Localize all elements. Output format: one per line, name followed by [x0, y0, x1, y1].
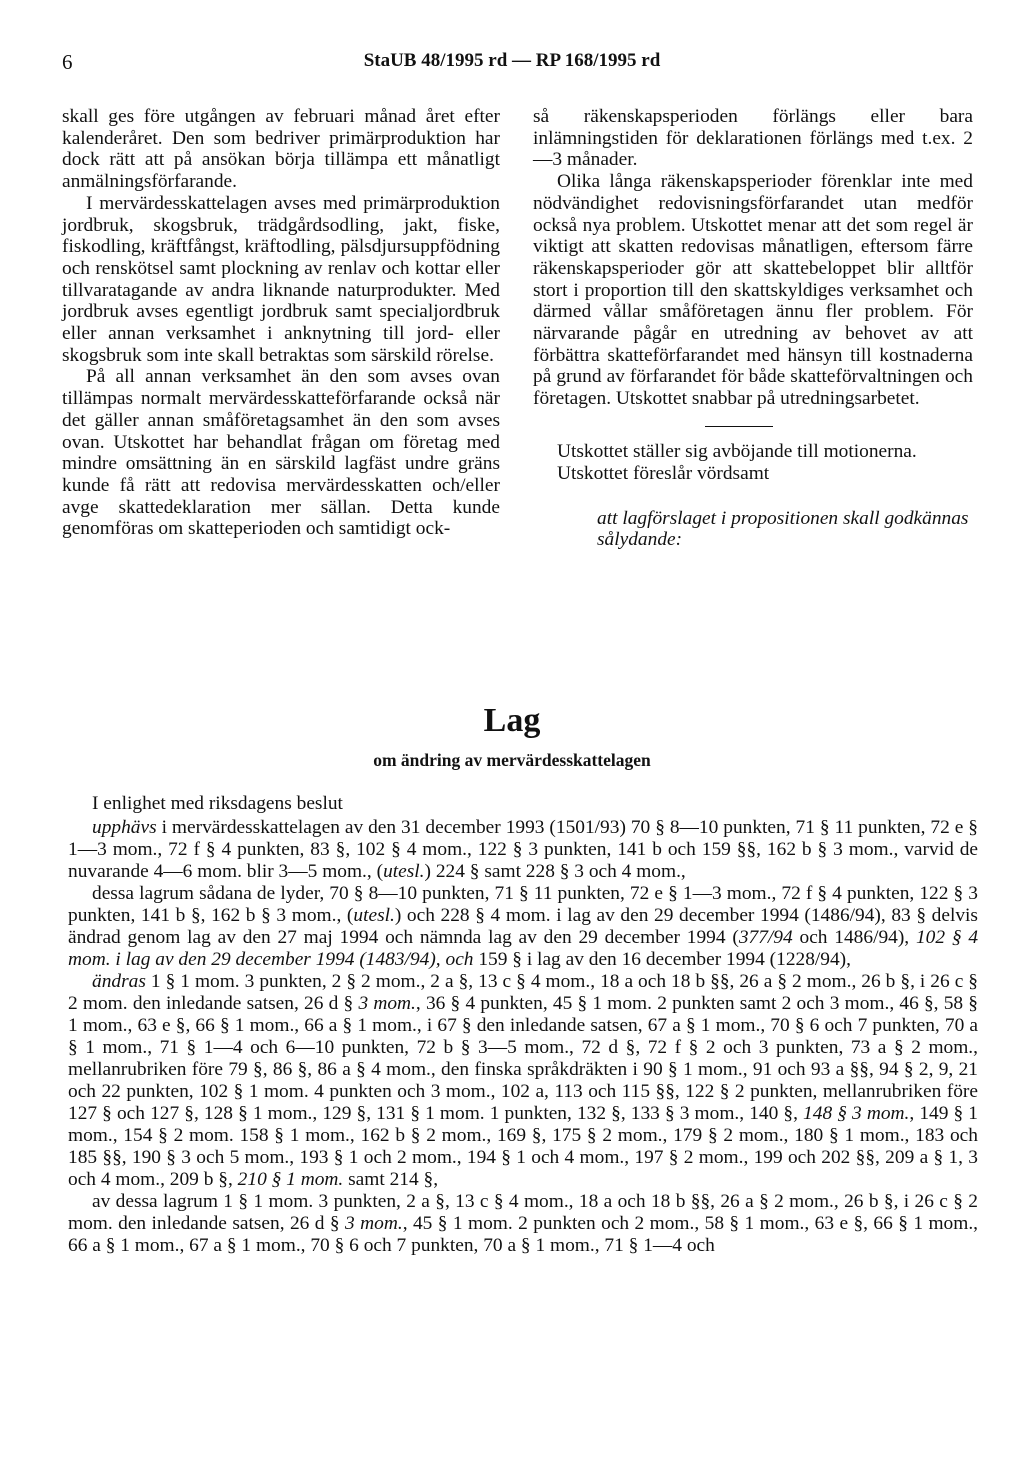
keyword: upphävs [92, 817, 157, 838]
proposal-lead: Utskottet föreslår vördsamt [557, 462, 770, 484]
clause-italic: 3 mom. [345, 1213, 403, 1234]
clause-text: 1 § 1 mom. 3 punkten, 2 § 2 mom., 2 a §, 13 c § 4 mom., 18 a och 18 b §§, 26 a § 2 mom., 26 b §, i 26 c § 2 mom. den inledande satsen, 26 d § [68, 971, 978, 1014]
paragraph: skall ges före utgången av februari månad året efter kalenderåret. Den som bedriver primärproduktion har dock rätt att på ansökan börja tillämpa ett månatligt anmälningsförfarande. [62, 106, 500, 193]
clause-text: dessa lagrum sådana de lyder, 70 § 8—10 punkten, 71 § 11 punkten, 72 e § 1—3 mom., 72 f § 4 punkten, 122 § 3 punkten, 141 b §, 162 b § 3 mom., ( [68, 883, 978, 926]
clause-text: och 1486/94), [792, 927, 916, 948]
clause-text: , 45 § 1 mom. 2 punkten och 2 mom., 58 § 1 mom., 63 e §, 66 § 1 mom., 66 a § 1 mom., 67 a § 1 mom., 70 § 6 och 7 punkten, 70 a § 1 mom., 71 § 1—4 och [68, 1213, 979, 1256]
clause-italic: 148 § 3 mom. [803, 1103, 910, 1124]
clause-text: 159 § i lag av den 16 december 1994 (1228/94), [473, 949, 851, 970]
proposal-text: att lagförslaget i propositionen skall godkännas sålydande: [597, 508, 969, 551]
law-clause-dessa [68, 883, 978, 971]
law-body [68, 793, 978, 1257]
paragraph: Olika långa räkenskapsperioder förenklar inte med nödvändighet redovisningsförfarandet utan medför också nya problem. Utskottet menar att det som regel är viktigt att skatten redovisas månatligen, eftersom färre räkenskapsperioder gör att skattebeloppet blir alltför stort i proportion till den skattskyldiges verksamhet och därmed vållar småföretagen ännu fler problem. För närvarande pågår en utredning av behovet av att förbättra skatteförfarandet med hänsyn till kostnaderna på grund av förfarandet för både skatteförvaltningen och företagen. Utskottet snabbar på utredningsarbetet. [533, 171, 973, 410]
law-subtitle: om ändring av mervärdesskattelagen [373, 750, 651, 770]
clause-text: , 149 § 1 mom., 154 § 2 mom. 158 § 1 mom., 162 b § 2 mom., 169 §, 175 § 2 mom., 179 § 2 mom., 180 § 1 mom., 183 och 185 §§, 190 § 3 och 5 mom., 193 § 1 och 2 mom., 194 § 1 och 4 mom., 197 § 2 mom., 199 och 202 §§, 209 a § 1, 3 och 4 mom., 209 b §, [68, 1103, 978, 1190]
keyword: ändras [92, 971, 146, 992]
motion-statement: Utskottet ställer sig avböjande till motionerna. [557, 440, 917, 462]
clause-text: ) och 228 § 4 mom. i lag av den 29 december 1994 (1486/94), 83 § delvis ändrad genom lag av den 27 maj 1994 och nämnda lag av den 29 december 1994 ( [68, 905, 978, 948]
law-clause-av-dessa [68, 1191, 978, 1257]
paragraph: I mervärdesskattelagen avses med primärproduktion jordbruk, skogsbruk, trädgårdsodling, jakt, fiske, fiskodling, kräftfångst, kräftodling, pälsdjursuppfödning och renskötsel samt plockning av renlav och kottar eller tillvaratagande av andra liknande naturprodukter. Med jordbruk avses egentligt jordbruk samt specialjordbruk eller annan verksamhet i anknytning till jord- eller skogsbruk som inte skall betraktas som särskild rörelse. [62, 192, 500, 366]
clause-text: ) 224 § samt 228 § 3 och 4 mom., [424, 861, 686, 882]
left-column [62, 106, 500, 540]
paragraph: På all annan verksamhet än den som avses ovan tillämpas normalt mervärdesskatteförfarande också när det gäller annan småföretagsamhet än den som avses ovan. Utskottet har behandlat frågan om företag med mindre omsättning än en särskild lagfäst undre gräns kunde få rätt att redovisa mervärdesskatten och/eller avge skattedeklaration mer sällan. Detta kunde genomföras om skatteperioden och samtidigt ock- [62, 366, 500, 540]
paragraph: så räkenskapsperioden förlängs eller bara inlämningstiden för deklarationen förlängs med t.ex. 2—3 månader. [533, 106, 973, 171]
section-divider [705, 426, 773, 427]
clause-italic: utesl. [353, 905, 395, 926]
clause-italic: 377/94 [738, 927, 793, 948]
clause-italic: 102 § 4 mom. i lag av den 29 december 1994 (1483/94), och [68, 927, 979, 970]
clause-italic: 210 § 1 mom. [237, 1169, 344, 1190]
clause-text: av dessa lagrum 1 § 1 mom. 3 punkten, 2 a §, 13 c § 4 mom., 18 a och 18 b §§, 26 a § 2 mom., 26 b §, i 26 c § 2 mom. den inledande satsen, 26 d § [68, 1191, 978, 1234]
running-title: StaUB 48/1995 rd — RP 168/1995 rd [363, 50, 661, 71]
page-number: 6 [62, 50, 73, 74]
clause-text: i mervärdesskattelagen av den 31 december 1993 (1501/93) 70 § 8—10 punkten, 71 § 11 punkten, 72 e § 1—3 mom., 72 f § 4 punkten, 83 §, 102 § 4 mom., 122 § 3 punkten, 141 b och 159 §§, 162 b § 3 mom., varvid de nuvarande 4—6 mom. blir 3—5 mom., ( [68, 817, 978, 882]
law-intro: I enlighet med riksdagens beslut [92, 793, 343, 814]
law-clause-andras [68, 971, 978, 1191]
clause-italic: utesl. [383, 861, 425, 882]
right-column [533, 106, 973, 550]
law-title: Lag [483, 702, 541, 739]
clause-italic: 3 mom. [358, 993, 416, 1014]
clause-text: , 36 § 4 punkten, 45 § 1 mom. 2 punkten samt 2 och 3 mom., 46 §, 58 § 1 mom., 63 e §, 66 § 1 mom., 66 a § 1 mom., i 67 § den inledande satsen, 67 a § 1 mom., 70 § 6 och 7 punkten, 70 a § 1 mom., 71 § 1—4 och 6—10 punkten, 72 b § 3—5 mom., 72 d §, 72 f § 2 och 3 punkten, 73 a § 2 mom., mellanrubriken före 79 §, 86 §, 86 a § 4 mom., den finska språkdräkten i 90 § 1 mom., 91 och 93 a §§, 94 § 2, 9, 21 och 22 punkten, 102 § 1 mom. 4 punkten och 3 mom., 102 a, 113 och 115 §§, 122 § 2 punkten, mellanrubriken före 127 § och 127 §, 128 § 1 mom., 129 §, 131 § 1 mom. 1 punkten, 132 §, 133 § 3 mom., 140 §, [68, 993, 979, 1124]
clause-text: samt 214 §, [343, 1169, 439, 1190]
law-clause-upphavs [68, 817, 978, 883]
